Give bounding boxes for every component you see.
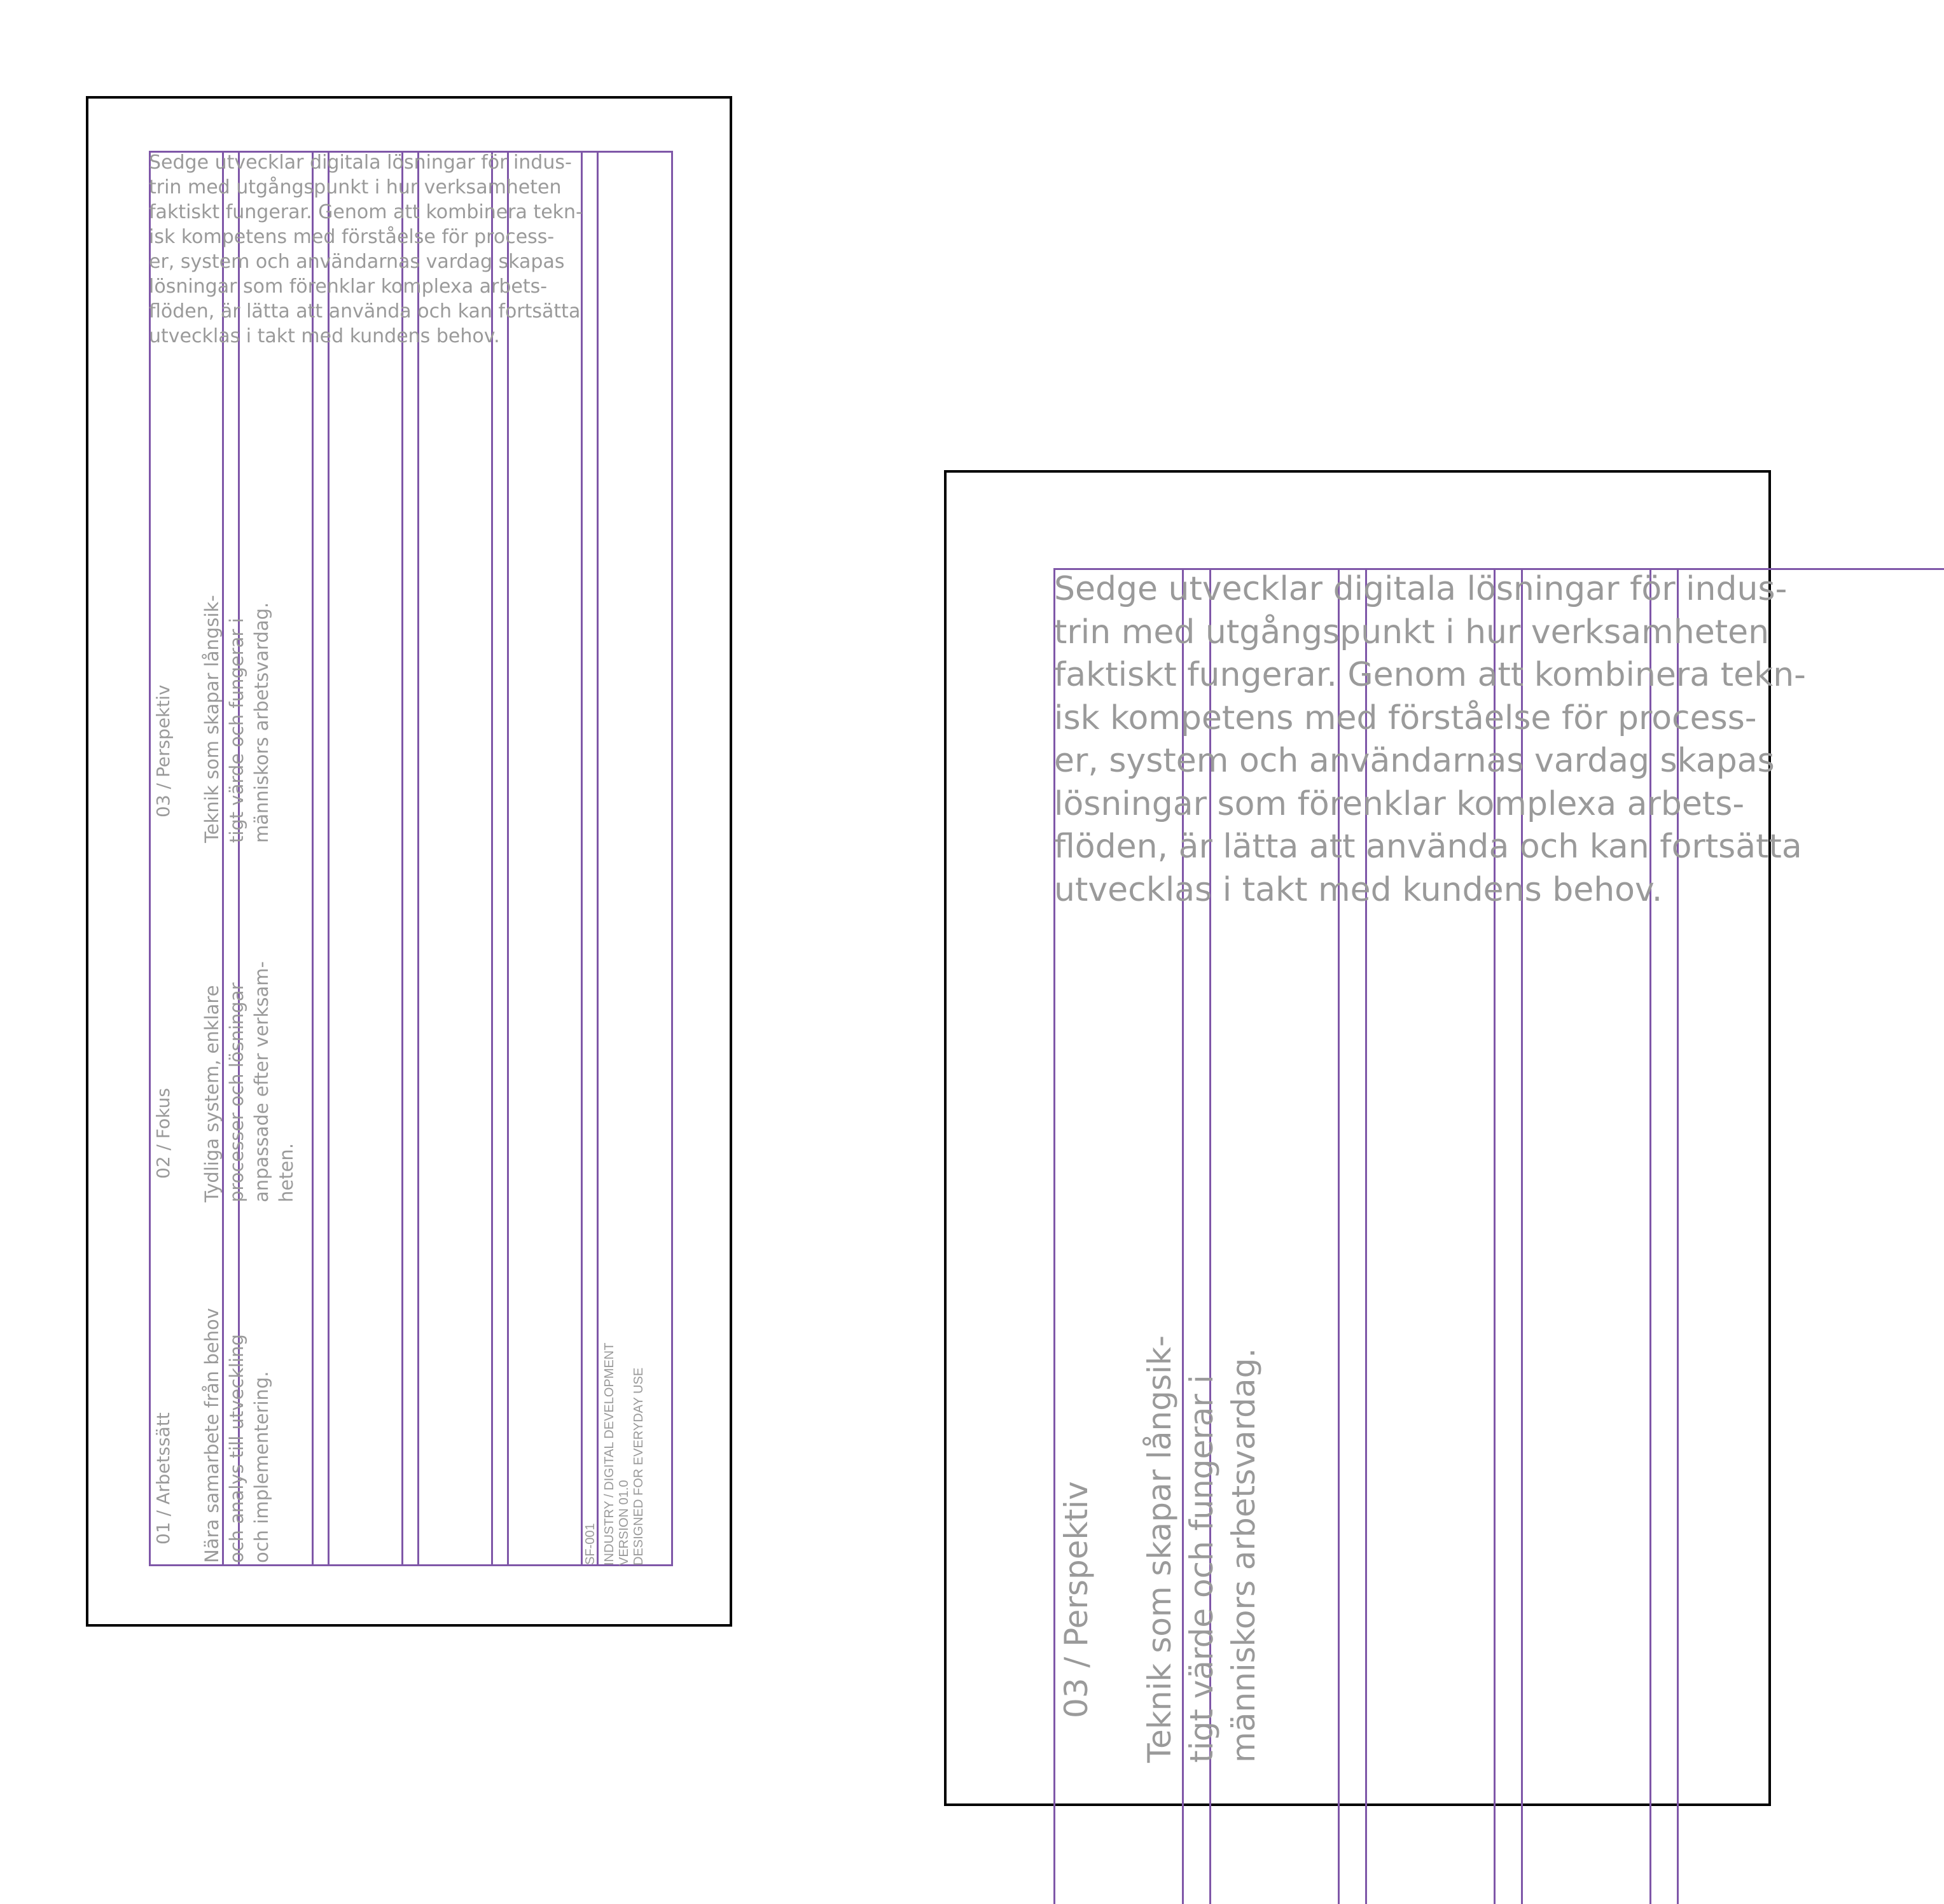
- grid-column-line: [401, 153, 403, 1564]
- grid-column-line: [312, 153, 314, 1564]
- intro-paragraph: Sedge utvecklar digitala lösningar för indus- trin med utgångspunkt i hur verksamheten faktiskt fungerar. Genom att kombinera tekn- isk kompetens med förståelse för process- er, system och användarnas vardag skapas lösningar som förenklar komplexa arbets- flöden, är lätta att använda och kan fortsätta utvecklas i takt med kundens behov.: [149, 151, 583, 347]
- intro-paragraph: Sedge utvecklar digitala lösningar för indus- trin med utgångspunkt i hur verksamheten faktiskt fungerar. Genom att kombinera tekn- isk kompetens med förståelse för process- er, system och användarnas vardag skapas lösningar som förenklar komplexa arbets- flöden, är lätta att använda och kan fortsätta utvecklas i takt med kundens behov.: [1054, 570, 1806, 909]
- column-body-perspektiv: Teknik som skapar långsik- tigt värde och fungerar i människors arbetsvardag.: [201, 595, 272, 843]
- column-body-fokus: Tydliga system, enklare processer och lösningar anpassade efter verksam- heten.: [201, 961, 297, 1202]
- grid-column-line: [581, 153, 583, 1564]
- column-body-arbetssatt: Nära samarbete från behov och analys till utveckling och implementering.: [201, 1308, 272, 1563]
- document-page-zoomed: [944, 470, 1806, 1806]
- document-page-full: [86, 96, 732, 1627]
- column-heading-fokus: 02 / Fokus: [153, 1088, 174, 1179]
- grid-column-line: [597, 153, 599, 1564]
- column-heading-arbetssatt: 01 / Arbetssätt: [153, 1412, 174, 1545]
- column-heading-perspektiv: 03 / Perspektiv: [1058, 1481, 1095, 1718]
- column-body-perspektiv: Teknik som skapar långsik- tigt värde och fungerar i människors arbetsvardag.: [1141, 1335, 1262, 1763]
- column-heading-perspektiv: 03 / Perspektiv: [153, 684, 174, 817]
- grid-column-line: [491, 153, 493, 1564]
- document-meta: INDUSTRY / DIGITAL DEVELOPMENT VERSION 01.0 DESIGNED FOR EVERYDAY USE: [602, 1342, 646, 1566]
- grid-column-line: [328, 153, 330, 1564]
- grid-column-line: [417, 153, 419, 1564]
- grid-column-line: [507, 153, 509, 1564]
- document-code: SF-001: [583, 1523, 597, 1565]
